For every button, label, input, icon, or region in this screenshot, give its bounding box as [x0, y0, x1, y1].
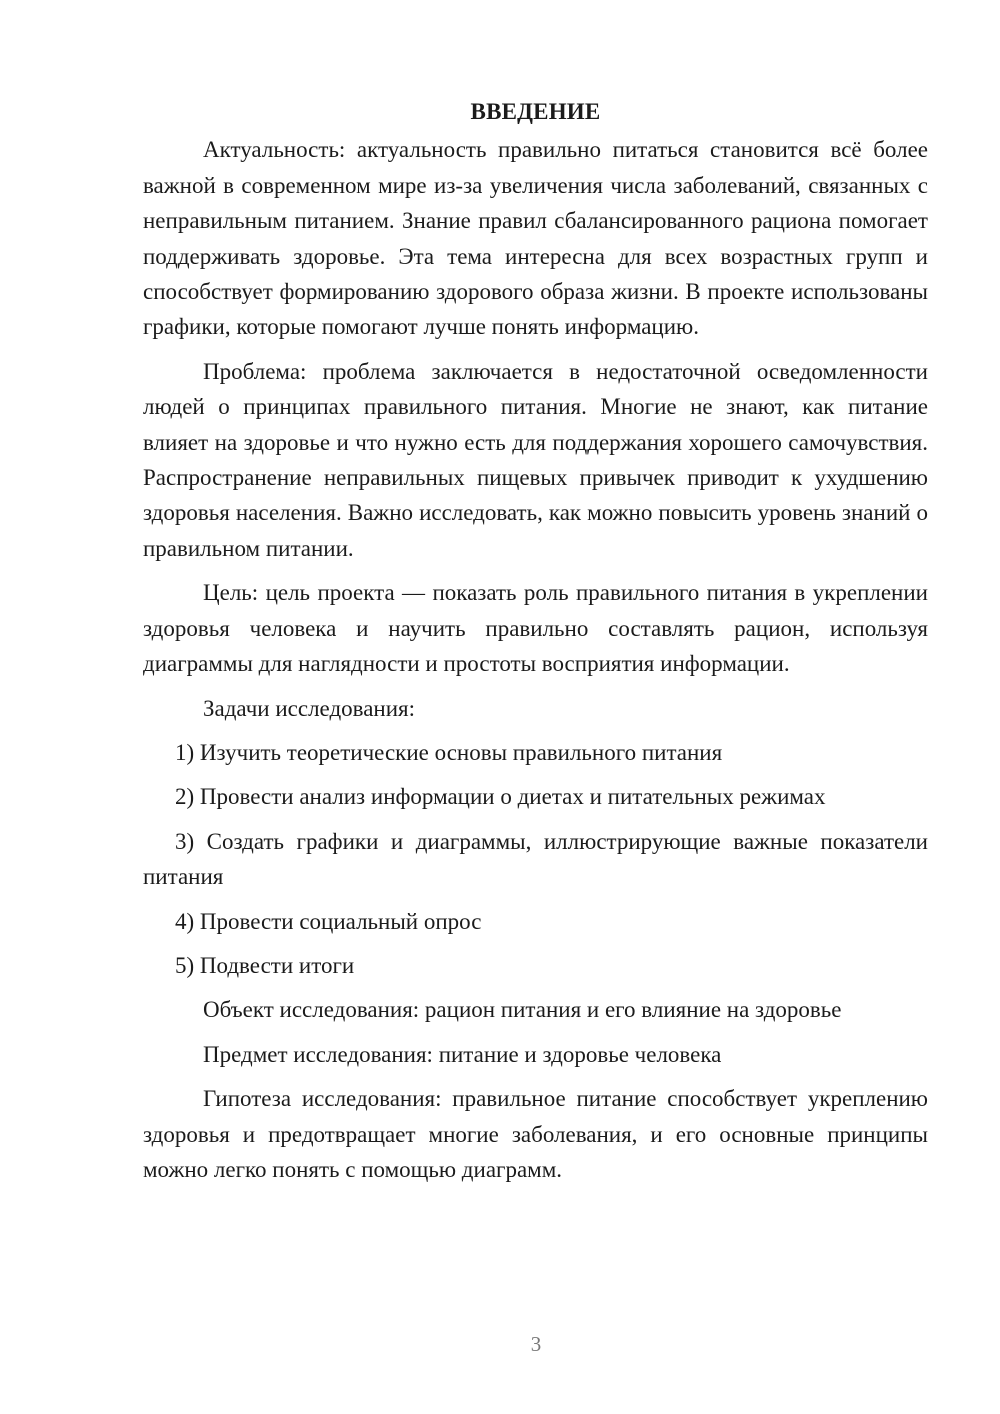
task-item: 4) Провести социальный опрос — [175, 908, 482, 934]
task-item: 3) Создать графики и диаграммы, иллюстрирующие важные показатели питания — [143, 828, 928, 890]
task-item: 2) Провести анализ информации о диетах и питательных режимах — [175, 784, 826, 810]
task-item: 5) Подвести итоги — [175, 952, 355, 978]
page-number: 3 — [530, 1332, 542, 1356]
paragraph-problem: Проблема: проблема заключается в недостаточной осведомленности людей о принципах правильного питания. Многие не знают, как питание влияет на здоровье и что нужно есть для поддержания хорошего самочувствия. Распространение неправильных пищевых привычек приводит к ухудшению здоровья населения. Важно исследовать, как можно повысить уровень знаний о правильном питании. — [143, 358, 928, 561]
paragraph-object: Объект исследования: рацион питания и его влияние на здоровье — [203, 997, 842, 1023]
paragraph-goal: Цель: цель проекта — показать роль правильного питания в укреплении здоровья человека и научить правильно составлять рацион, используя диаграммы для наглядности и простоты восприятия информации. — [143, 580, 928, 677]
page-content — [143, 94, 928, 1187]
tasks-heading: Задачи исследования: — [203, 695, 416, 721]
paragraph-hypothesis: Гипотеза исследования: правильное питание способствует укреплению здоровья и предотвращает многие заболевания, и его основные принципы можно легко понять с помощью диаграмм. — [143, 1086, 928, 1182]
tasks-list — [143, 735, 928, 983]
section-title: ВВЕДЕНИЕ — [470, 99, 601, 124]
task-item: 1) Изучить теоретические основы правильного питания — [175, 739, 723, 765]
paragraph-relevance: Актуальность: актуальность правильно питаться становится всё более важной в современном мире из-за увеличения числа заболеваний, связанных с неправильным питанием. Знание правил сбалансированного рациона помогает поддерживать здоровье. Эта тема интересна для всех возрастных групп и способствует формированию здорового образа жизни. В проекте использованы графики, которые помогают лучше понять информацию. — [143, 137, 928, 340]
paragraph-subject: Предмет исследования: питание и здоровье человека — [203, 1041, 722, 1067]
